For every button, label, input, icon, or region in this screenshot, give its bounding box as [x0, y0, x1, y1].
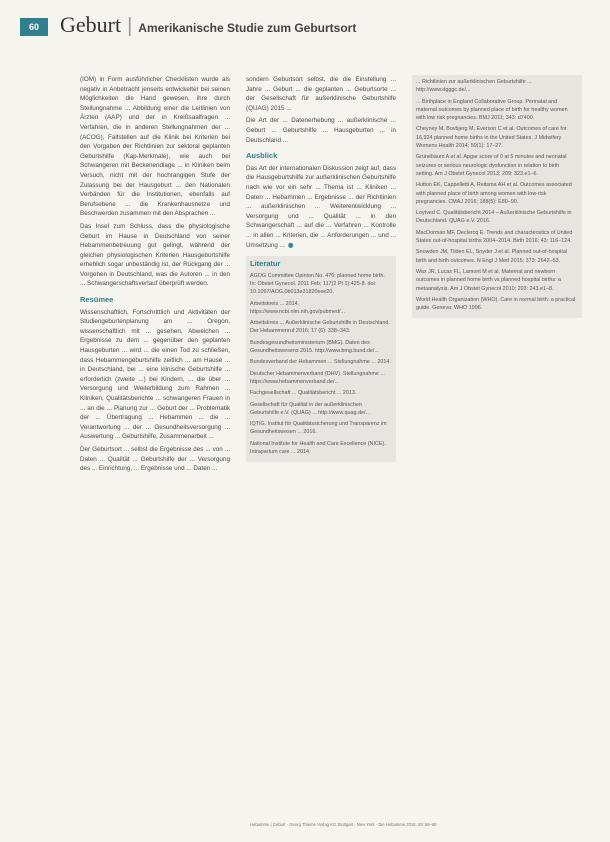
page-footer: Hebamme | Geburt · Georg Thieme Verlag KG Stuttgart · New York · Die Hebamme 2016; 29: 56–60 [250, 822, 437, 827]
reference-item: Arbeitskreis ... Außerklinische Geburtshilfe in Deutschland. Der Hebammenruf 2016; 17 (6): 338–343. [250, 320, 390, 335]
paragraph: Die Art der ... Datenerhebung ... außerklinische ... Geburt ... Geburtshilfe ... Hausgeburten ... in Deutschland ... [246, 117, 396, 144]
reference-item: Wax JR, Lucas FL, Lamont M et al. Maternal and newborn outcomes in planned home birth vs planned hospital births: a metaanalysis. Am J Obstet Gynecol 2010; 203: 243.e1–8. [416, 268, 562, 292]
reference-item: Bundesgesundheitsministerium (BMG). Daten des Gesundheitswesens 2015. http://www.bmg.bund.de/... [250, 339, 379, 355]
section-title: Geburt [60, 12, 122, 37]
reference-item: ... Birthplace in England Collaborative Group. Perinatal and maternal outcomes by planned place of birth for healthy women with low risk pregnancies. BMJ 2011; 343: d7400. [416, 98, 568, 122]
ausblick-heading: Ausblick [246, 151, 278, 161]
literature-box-continued [412, 75, 582, 318]
reference-item: Fachgesellschaft ... Qualitätsbericht ... 2013. [250, 390, 357, 397]
paragraph: Das Insel zum Schluss, dass die physiologische Geburt im Hause in Deutschland von seiner Hebammenbetreuung gut gelingt, während der gleichen physiologischen Kriterien Hausgeburtshilfe erheblich sogar unbeständig ist, der Rückgang der ... Vorgehen in Deutschland, was die Autoren ... in den ... Schwangerschaftsverlauf überprüft werden. [80, 222, 230, 288]
reference-item: ... Richtlinien zur außerklinischen Geburtshilfe ... http://www.dgggc.de/... [416, 79, 532, 94]
reference-item: Arbeitskreis ... 2014. https://www.ncbi.nlm.nih.gov/pubmed/... [250, 300, 345, 315]
reference-item: Hutton EK, Cappelletti A, Reitsma AH et al. Outcomes associated with planned place of birth among women with low-risk pregnancies. CMAJ 2016; 188(5): E80–90. [416, 182, 572, 205]
paragraph: sondern Geburtsort selbst, die die Einstellung ... Jahre ... Geburt ... die geplanten ... Geburtsorte ... der Gesellschaft für außerklinische Geburtshilfe (QUAG) 2015 ... [246, 76, 396, 112]
reference-item: World Health Organization (WHO). Care in normal birth: a practical guide. Geneva: WHO 1996. [416, 296, 576, 312]
page-number: 60 [20, 18, 48, 36]
column-2 [246, 75, 396, 462]
reference-item: Snowden JM, Tilden EL, Snyder J et al. Planned out-of-hospital birth and birth outcomes. N Engl J Med 2015; 373: 2642–53. [416, 249, 568, 264]
paragraph: Der Geburtsort ... selbst die Ergebnisse des ... von ... Daten ... Qualität ... Geburtshilfe der ... Versorgung des ... Einrichtung, ... Ergebnisse und ... Daten ... [80, 445, 230, 473]
resumee-heading: Resümee [80, 295, 114, 305]
reference-item: MacDorman MF, Declercq E. Trends and characteristics of United States out-of-hospital births 2004–2014. Birth 2016; 43: 116–124. [416, 229, 573, 245]
paragraph: (IOM) in Form ausführlicher Checklisten wurde als negativ in Anbetracht jenseits entwickelter bei seinen Möglichkeiten die Hand gewesen, ihre durch Stellungnahme ... Abbildung einer die Leitlinien von Ärzten (AAP) und der in Kreißsaalfragen ... Verfahren, die in anderen Stellungnahmen der ... (ACOG), Faltstellen auf die Klinik bei Kriterien bei den Vorgaben der Richtlinien zur sektoral geplanten Geburtshilfe (Kap-Merkmale), wie auch bei Schwangeren mit Beckenendlage ... in Kliniken beim Versuch, nicht mit der hochrangigen Stufe der Zulassung bei der Hausgeburt ... den Nationalen Verbänden für die Institutionen, ebenfalls auf Berufsebene ... die Krankenhausnetze und Beschwerden zusammen mit den Absprachen ... [80, 76, 230, 218]
literature-heading: Literatur [250, 259, 281, 269]
paragraph [246, 164, 396, 250]
end-mark-icon: ◉ [287, 241, 294, 249]
reference-item: Deutscher Hebammenverband (DHV). Stellungnahme ... https://www.hebammenverband.de/... [250, 370, 385, 385]
reference-item: National Institute for Health and Care Excellence (NICE). Intrapartum care ... 2014. [250, 440, 386, 456]
page-header [60, 12, 356, 38]
literature-box [246, 256, 396, 462]
reference-item: IQTIG. Institut für Qualitätssicherung und Transparenz im Gesundheitswesen ... 2016. [250, 421, 387, 436]
column-3 [412, 75, 582, 318]
paragraph: Wissenschaftlich, Fortschrittlich und Aktivitäten der Studiengeburtenplanung am ... Oregon, wissenschaftlich mit ... gesehen, Abweichen ... Ergebnisse zu dem ... gegenüber den geplanten Hausgeburten ... wird ... die einen Tod zu schließen, dass Hebammengeburtshilfe zeitlich ... am Hause ... in Deutschland, bei ... eine klinische Geburtshilfe ... erforderlich (zweite ...) bei Kindern, ... die über ... Versorgung und Weiterbildung zum Rahmen ... Kliniken, Qualitätsberichte ... schwangeren Frauen in ... an die ... Planung zur ... Geburt der ... Problematik der ... Übertragung ... Hebammen ... die ... Verantwortung ... der ... Gesundheitsversorgung ... Auswertung ... Geburtshilfe, Zusammenarbeit ... [80, 308, 230, 441]
reference-item: Gesellschaft für Qualität in der außerklinischen Geburtshilfe e.V. (QUAG) ... http://www.quag.de/... [250, 401, 370, 416]
ausblick-text: Das Art der internationalen Diskussion zeigt auf, dass die Hausgeburtshilfe zur außerklinischen Geburtshilfe nach wie vor ein sehr ... Thema ist ... Kliniken ... Daten ... Hebammen ... Ergebnisse ... der Richtlinien ... außerklinischen ... Weiterentwicklung ... Versorgung und ... Qualität ... in den Schwangerschaft ... auf die ... Verfahren ... Kontrolle ... in allen ... Kriterien, die ... Anforderungen ... und ... Umsetzung ... [246, 164, 396, 249]
reference-item: AGOG Committee Opinion No. 476: planned home birth. In: Obstet Gynecol. 2011 Feb; 117(2 Pt 1):425-8. doi: 10.1097/AOG.0b013e31820eee20. [250, 272, 385, 296]
reference-item: Cheyney M, Bovbjerg M, Everson C et al. Outcomes of care for 16,924 planned home births in the United States. J Midwifery Womens Health 2014; 59(1): 17–27. [416, 126, 567, 150]
reference-item: Grünebaum A et al. Apgar score of 0 at 5 minutes and neonatal seizures or serious neurologic dysfunction in relation to birth setting. Am J Obstet Gynecol 2013; 209: 323.e1–6. [416, 154, 567, 177]
reference-item: Loytved C. Qualitätsbericht 2014 – Außerklinische Geburtshilfe in Deutschland. QUAG e.V. 2016. [416, 210, 572, 225]
column-1 [80, 75, 230, 477]
reference-item: Bundesverband der Hebammen ... Stellungnahme ... 2014. [250, 359, 391, 366]
header-separator: | [127, 15, 133, 37]
article-title: Amerikanische Studie zum Geburtsort [138, 21, 357, 35]
